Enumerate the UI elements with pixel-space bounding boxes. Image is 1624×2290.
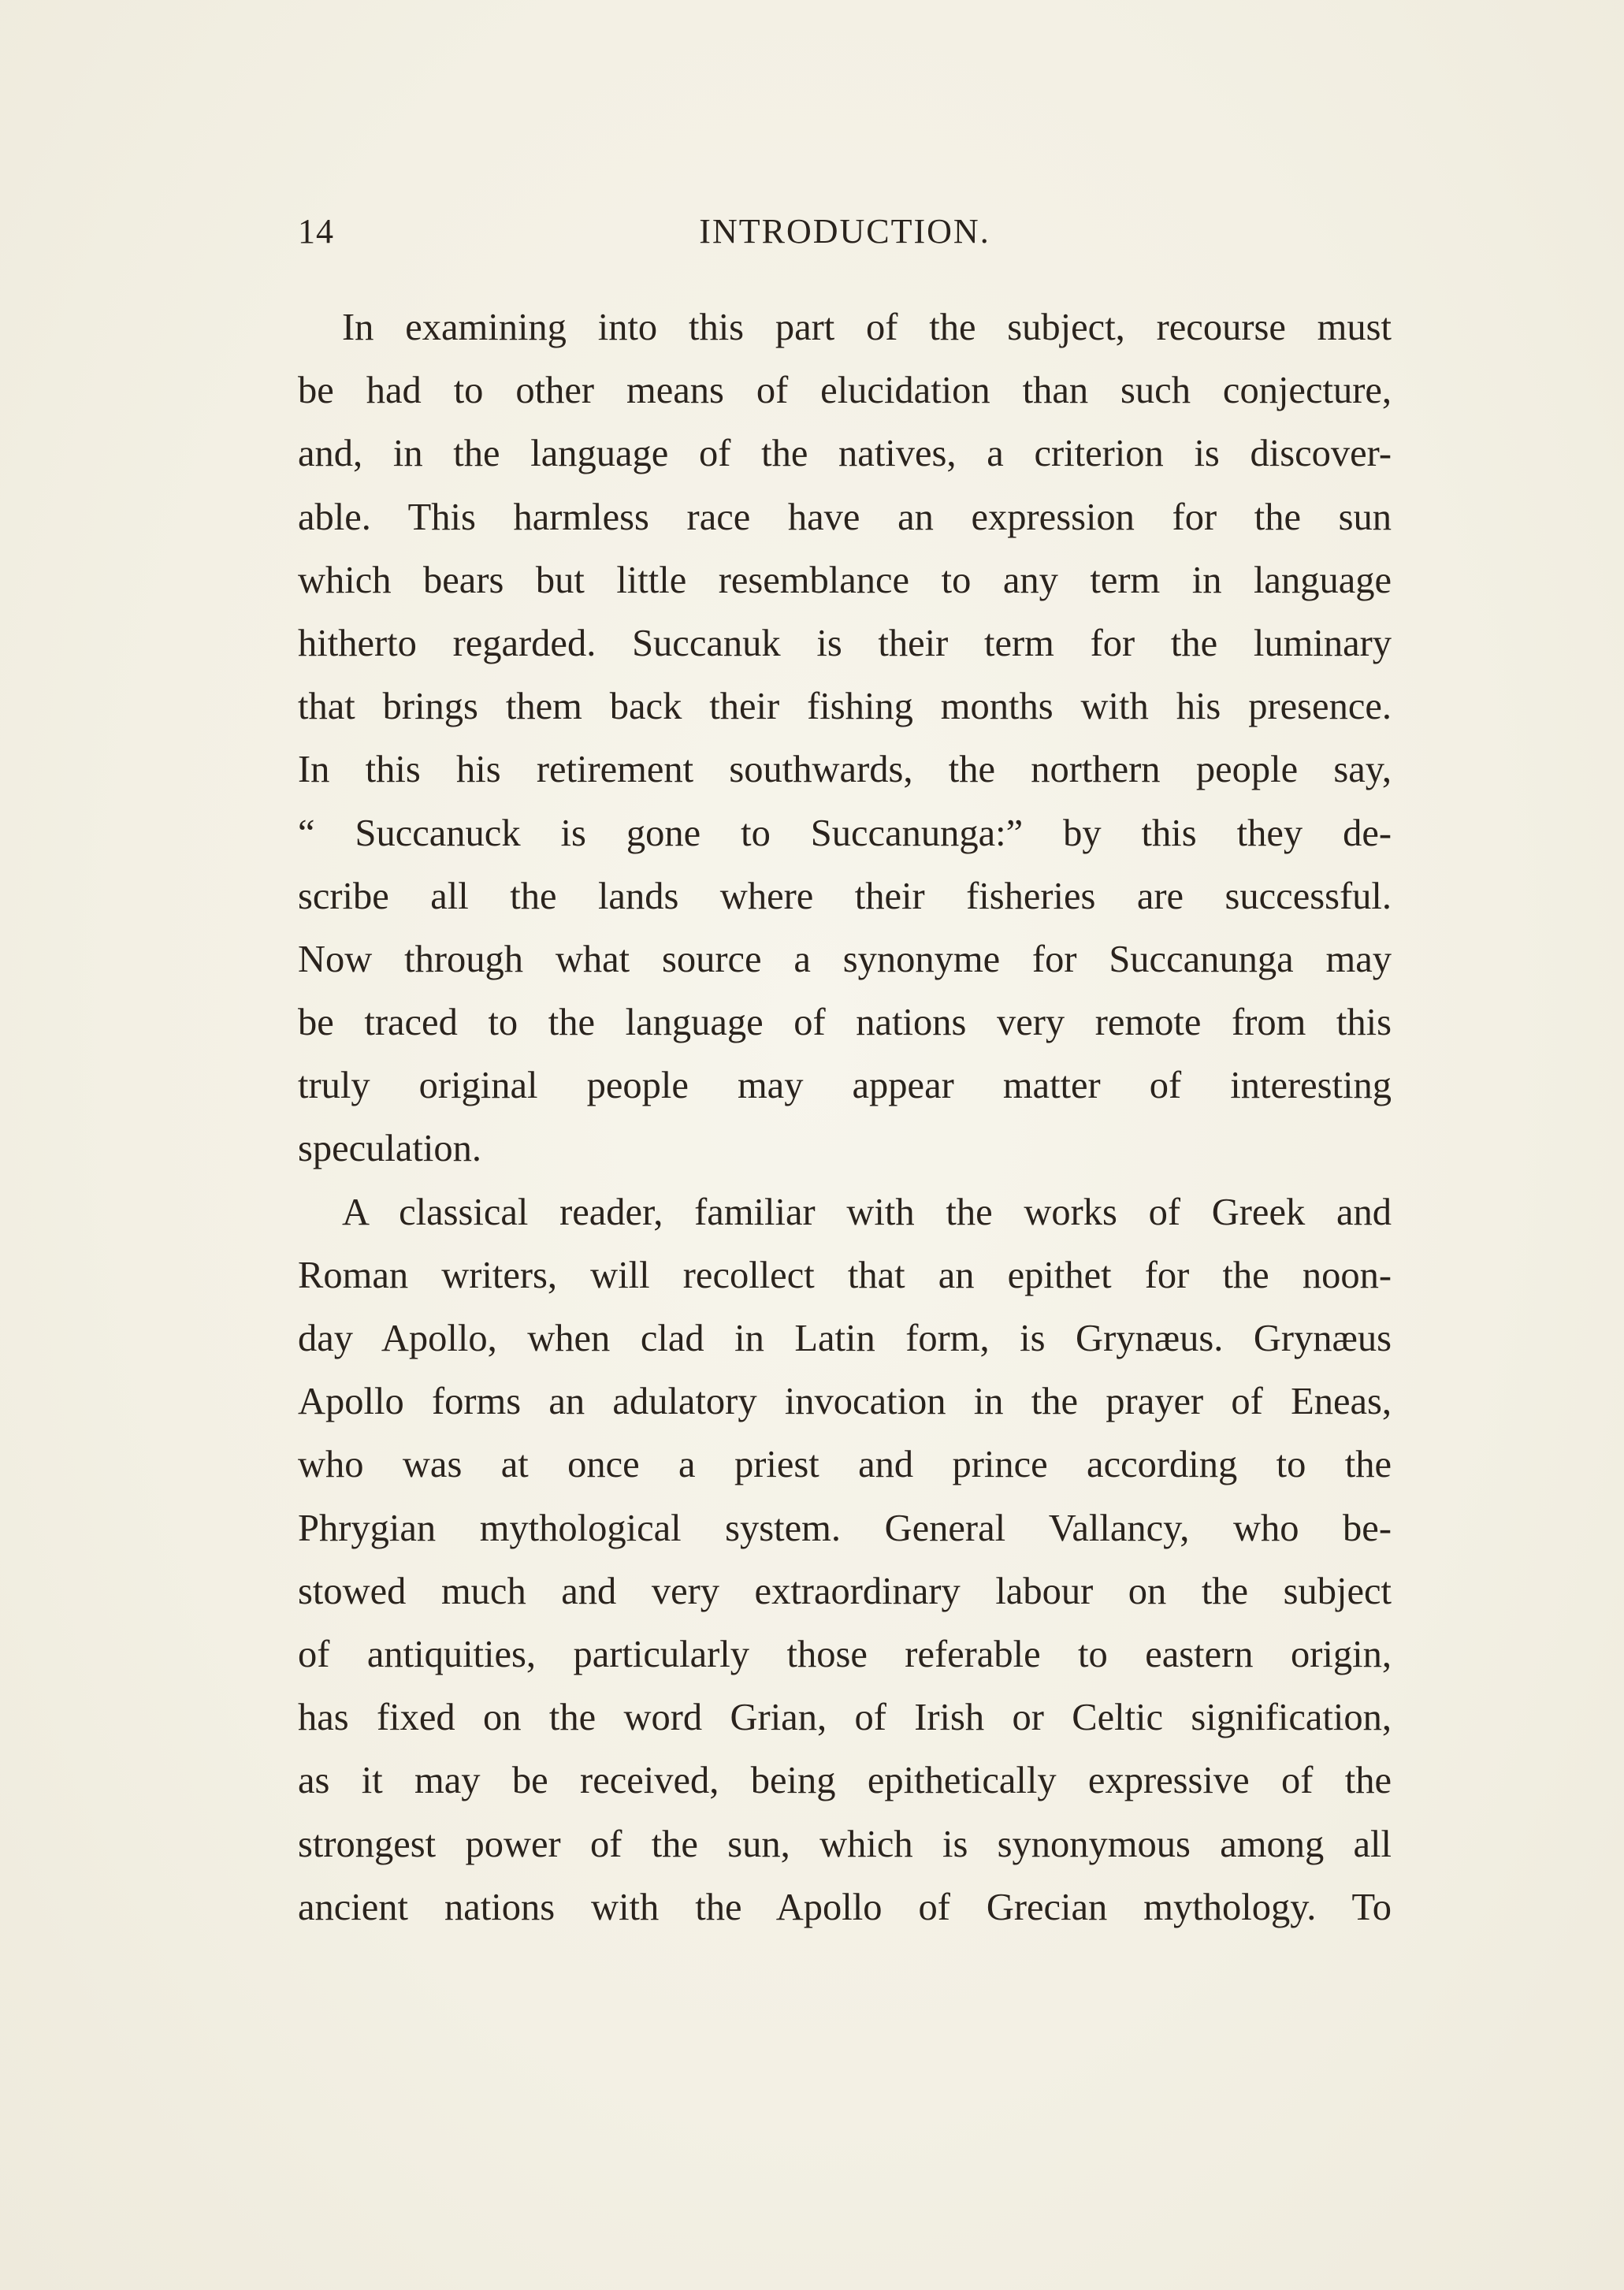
text-line: day Apollo, when clad in Latin form, is Grynæus. Grynæus bbox=[298, 1318, 1392, 1359]
text-line: In this his retirement southwards, the northern people say, bbox=[298, 749, 1392, 791]
text-line: who was at once a priest and prince according to the bbox=[298, 1444, 1392, 1486]
text-line: ancient nations with the Apollo of Grecian mythology. To bbox=[298, 1886, 1392, 1928]
body-text bbox=[298, 296, 1392, 1939]
text-line: Phrygian mythological system. General Vallancy, who be- bbox=[298, 1507, 1392, 1549]
text-line: speculation. bbox=[298, 1128, 482, 1170]
running-head bbox=[298, 211, 1392, 266]
text-line: scribe all the lands where their fisheries are successful. bbox=[298, 875, 1392, 917]
text-line: hitherto regarded. Succanuk is their term for the luminary bbox=[298, 622, 1392, 664]
text-line: as it may be received, being epithetically expressive of the bbox=[298, 1760, 1392, 1802]
text-line: In examining into this part of the subject, recourse must bbox=[342, 307, 1392, 348]
text-line: Now through what source a synonyme for Succanunga may bbox=[298, 938, 1392, 980]
page-number: 14 bbox=[298, 212, 334, 251]
text-line: be had to other means of elucidation than such conjecture, bbox=[298, 370, 1392, 412]
text-line: truly original people may appear matter of interesting bbox=[298, 1065, 1392, 1107]
text-line: which bears but little resemblance to any term in language bbox=[298, 559, 1392, 601]
text-line: of antiquities, particularly those referable to eastern origin, bbox=[298, 1633, 1392, 1675]
paragraph bbox=[298, 296, 1392, 1181]
running-title: INTRODUCTION. bbox=[699, 212, 990, 251]
text-line: that brings them back their fishing months with his presence. bbox=[298, 686, 1392, 728]
text-line: stowed much and very extraordinary labour on the subject bbox=[298, 1570, 1392, 1612]
text-line: A classical reader, familiar with the works of Greek and bbox=[342, 1191, 1392, 1233]
text-line: and, in the language of the natives, a criterion is discover- bbox=[298, 433, 1392, 475]
text-line: be traced to the language of nations very remote from this bbox=[298, 1002, 1392, 1044]
paragraph bbox=[298, 1181, 1392, 1939]
text-line: able. This harmless race have an expression for the sun bbox=[298, 496, 1392, 538]
text-line: “ Succanuck is gone to Succanunga:” by this they de- bbox=[298, 812, 1392, 854]
text-line: strongest power of the sun, which is synonymous among all bbox=[298, 1823, 1392, 1865]
text-line: has fixed on the word Grian, of Irish or Celtic signification, bbox=[298, 1697, 1392, 1739]
text-line: Apollo forms an adulatory invocation in the prayer of Eneas, bbox=[298, 1381, 1392, 1423]
text-line: Roman writers, will recollect that an epithet for the noon- bbox=[298, 1254, 1392, 1296]
